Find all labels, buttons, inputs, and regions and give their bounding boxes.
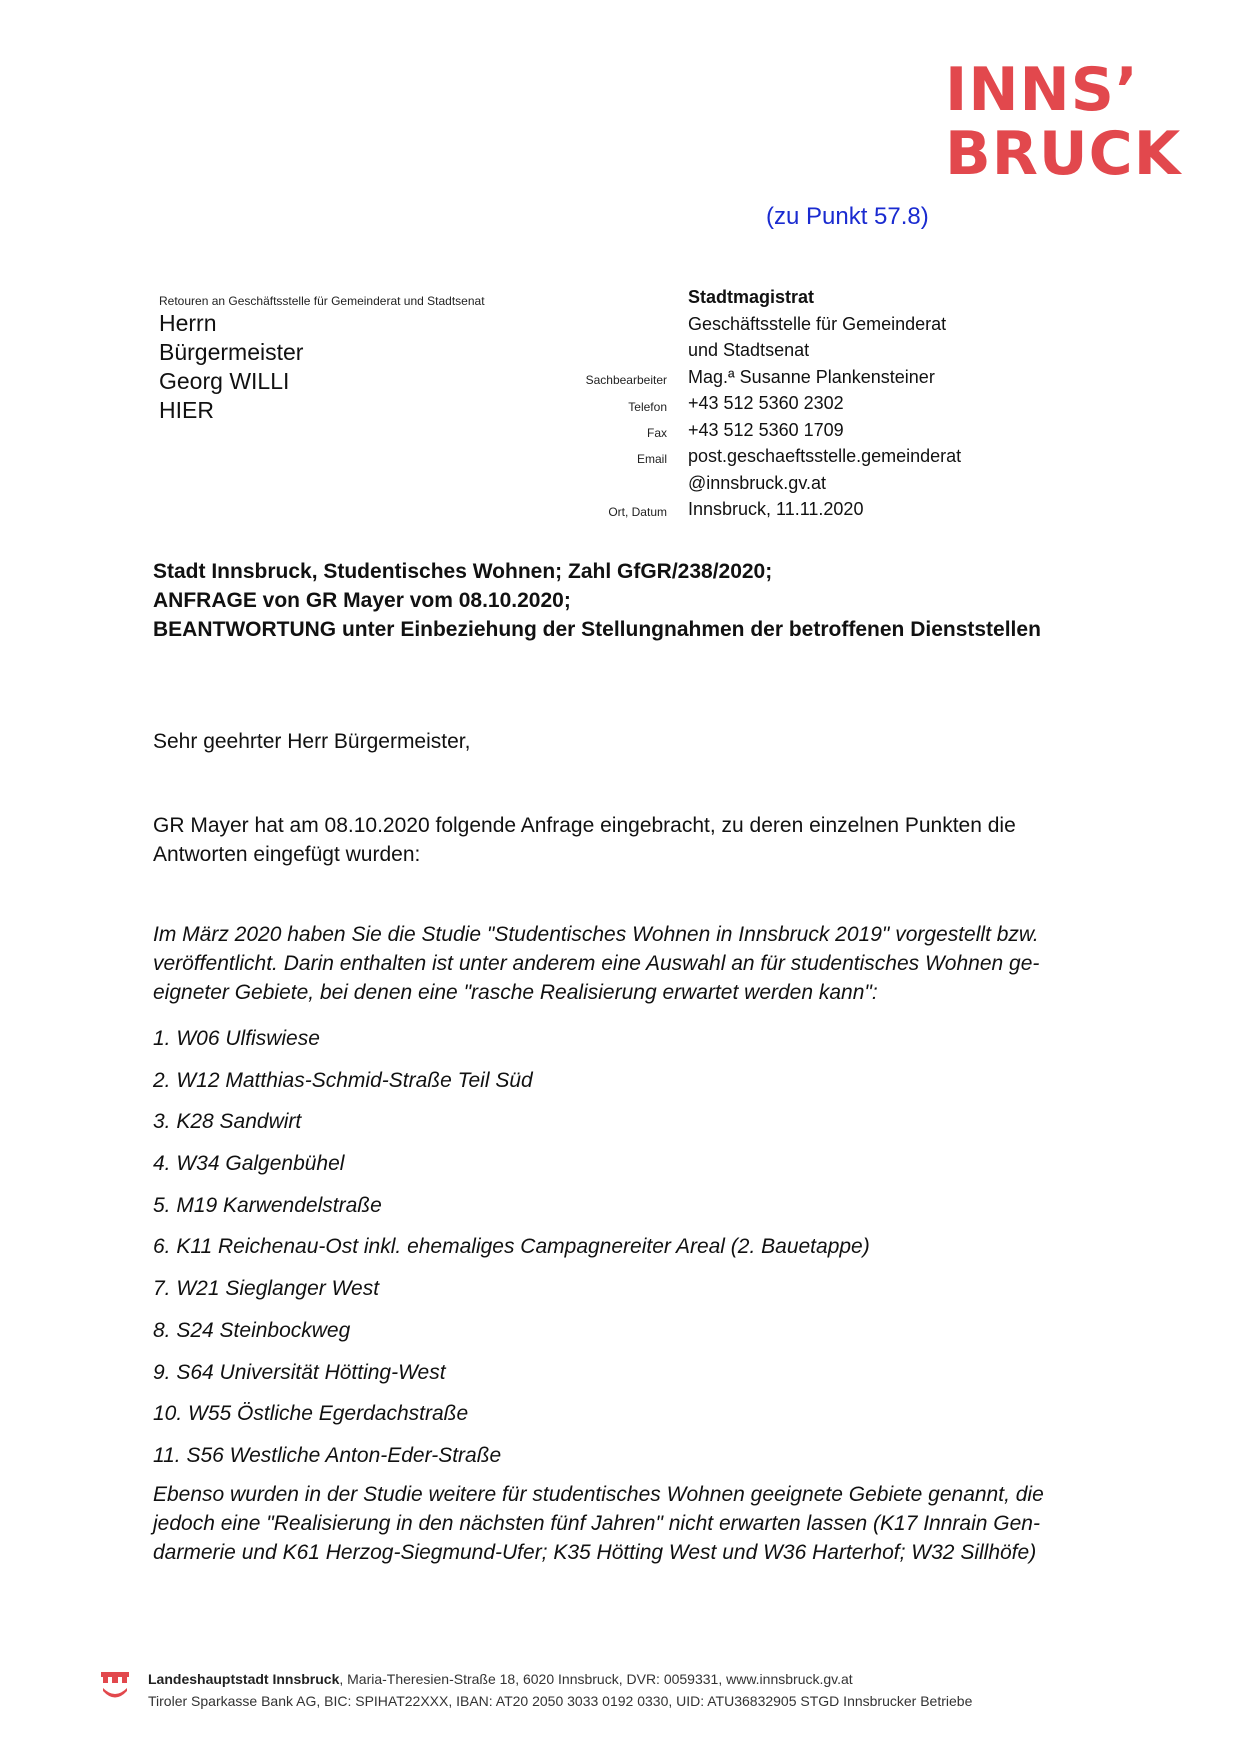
recipient-address: [159, 309, 303, 425]
intro-paragraph: [153, 811, 1133, 869]
quote-line: veröffentlicht. Darin enthalten ist unter anderem eine Auswahl an für studentisches Wohnen ge-: [153, 952, 1040, 975]
footer-text: [148, 1668, 972, 1712]
sender-fax: +43 512 5360 1709: [688, 419, 844, 440]
inquiry-quote: [153, 920, 1133, 1007]
logo-line-1: INNS’: [945, 55, 1139, 125]
list-item: 6. K11 Reichenau-Ost inkl. ehemaliges Campagnereiter Areal (2. Bauetappe): [153, 1235, 870, 1259]
label-phone: Telefon: [628, 400, 667, 414]
innsbruck-logo: [945, 55, 1200, 189]
outro-line: darmerie und K61 Herzog-Siegmund-Ufer; K35 Hötting West und W36 Harterhof; W32 Sillhöfe): [153, 1541, 1037, 1564]
outro-line: jedoch eine "Realisierung in den nächsten fünf Jahren" nicht erwarten lassen (K17 Innrain Gen-: [153, 1512, 1040, 1535]
label-place-date: Ort, Datum: [608, 505, 667, 519]
recipient-line: Herrn: [159, 310, 217, 336]
list-item: 1. W06 Ulfiswiese: [153, 1027, 320, 1050]
list-item: 4. W34 Galgenbühel: [153, 1152, 345, 1176]
footer-bank: Tiroler Sparkasse Bank AG, BIC: SPIHAT22XXX, IBAN: AT20 2050 3033 0192 0330, UID: ATU36832905 STGD Innsbrucker Betriebe: [148, 1693, 973, 1709]
agenda-reference: (zu Punkt 57.8): [766, 203, 929, 230]
list-item: 9. S64 Universität Hötting-West: [153, 1360, 446, 1384]
sender-place-date: Innsbruck, 11.11.2020: [688, 499, 864, 519]
label-clerk: Sachbearbeiter: [585, 373, 667, 387]
recipient-line: Bürgermeister: [159, 339, 304, 365]
list-item: 11. S56 Westliche Anton-Eder-Straße: [153, 1443, 502, 1467]
recipient-line: HIER: [159, 397, 214, 423]
quote-line: Im März 2020 haben Sie die Studie "Studentisches Wohnen in Innsbruck 2019" vorgestellt bzw.: [153, 923, 1039, 946]
list-item: 2. W12 Matthias-Schmid-Straße Teil Süd: [153, 1068, 533, 1092]
sender-block: [688, 284, 961, 523]
quote-line: eigneter Gebiete, bei denen eine "rasche Realisierung erwartet werden kann":: [153, 981, 878, 1004]
footer-address: , Maria-Theresien-Straße 18, 6020 Innsbruck, DVR: 0059331, www.innsbruck.gv.at: [339, 1671, 853, 1687]
intro-line: GR Mayer hat am 08.10.2020 folgende Anfrage eingebracht, zu deren einzelnen Punkten die: [153, 814, 1016, 837]
sender-department: Geschäftsstelle für Gemeinderat: [688, 313, 947, 334]
subject-line: ANFRAGE von GR Mayer vom 08.10.2020;: [153, 589, 571, 612]
letter-subject: [153, 557, 1041, 644]
sender-email: @innsbruck.gv.at: [688, 472, 826, 493]
sender-office: Stadtmagistrat: [688, 287, 815, 307]
recipient-line: Georg WILLI: [159, 368, 290, 394]
outro-line: Ebenso wurden in der Studie weitere für studentisches Wohnen geeignete Gebiete genannt, die: [153, 1483, 1044, 1506]
subject-line: Stadt Innsbruck, Studentisches Wohnen; Zahl GfGR/238/2020;: [153, 560, 773, 583]
area-list: [153, 1018, 870, 1477]
subject-line: BEANTWORTUNG unter Einbeziehung der Stellungnahmen der betroffenen Dienststellen: [153, 618, 1041, 641]
list-item: 10. W55 Östliche Egerdachstraße: [153, 1402, 469, 1426]
list-item: 7. W21 Sieglanger West: [153, 1277, 380, 1301]
salutation: Sehr geehrter Herr Bürgermeister,: [153, 730, 471, 753]
sender-clerk: Mag.ª Susanne Plankensteiner: [688, 366, 935, 387]
label-email: Email: [636, 452, 667, 466]
sender-phone: +43 512 5360 2302: [688, 393, 844, 413]
city-coat-of-arms-icon: [100, 1670, 130, 1702]
sender-department: und Stadtsenat: [688, 340, 810, 360]
outro-paragraph: [153, 1480, 1133, 1567]
return-address: Retouren an Geschäftsstelle für Gemeinderat und Stadtsenat: [159, 294, 485, 308]
list-item: 5. M19 Karwendelstraße: [153, 1193, 382, 1217]
label-fax: Fax: [646, 426, 667, 440]
footer-city-name: Landeshauptstadt Innsbruck: [148, 1671, 340, 1687]
list-item: 3. K28 Sandwirt: [153, 1110, 302, 1134]
list-item: 8. S24 Steinbockweg: [153, 1318, 351, 1342]
sender-email: post.geschaeftsstelle.gemeinderat: [688, 446, 962, 466]
intro-line: Antworten eingefügt wurden:: [153, 843, 421, 866]
logo-line-2: BRUCK: [945, 119, 1182, 189]
